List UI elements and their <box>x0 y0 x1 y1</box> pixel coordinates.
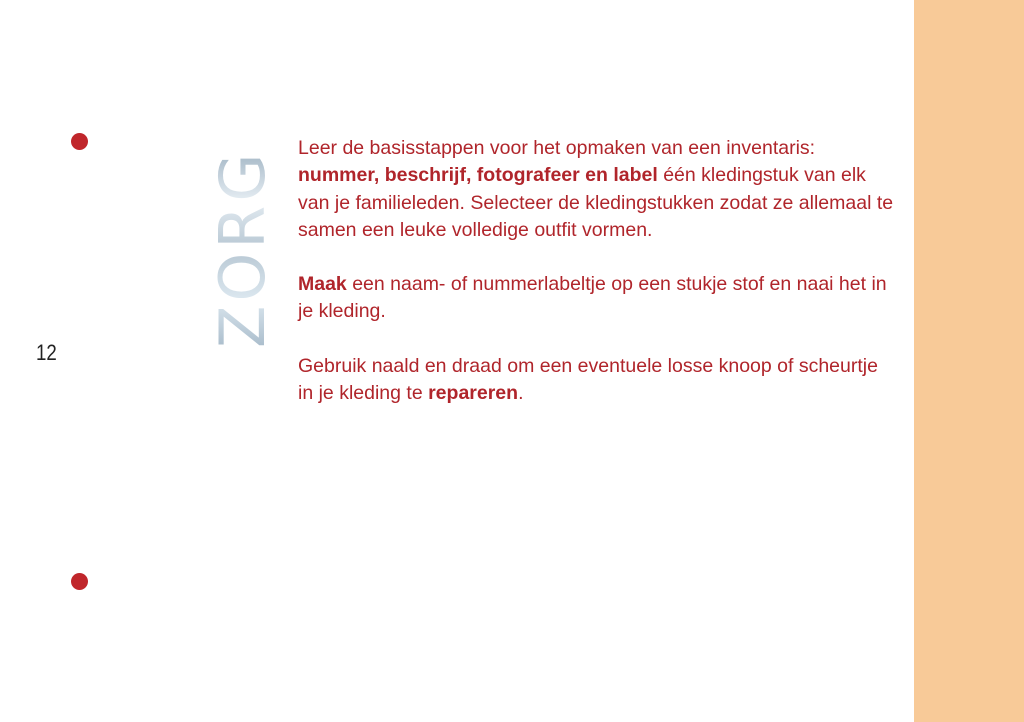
emphasis-text: repareren <box>428 382 519 405</box>
paragraph-label <box>298 271 898 326</box>
side-color-band <box>914 0 1024 722</box>
section-title-vertical: ZORG <box>206 149 279 348</box>
paragraph-text: . <box>518 382 524 405</box>
binder-hole-bottom <box>71 573 88 590</box>
emphasis-text: Maak <box>298 273 347 296</box>
page-number: 12 <box>36 340 57 365</box>
binder-hole-top <box>71 133 88 150</box>
paragraph-text: Gebruik naald en draad om een eventuele losse knoop of scheurtje in je kleding te <box>298 354 878 405</box>
paragraph-inventory <box>298 135 898 244</box>
paragraph-repair <box>298 353 898 408</box>
body-text <box>298 135 898 434</box>
emphasis-text: nummer, beschrijf, fotografeer en label <box>298 164 658 187</box>
paragraph-text: Leer de basisstappen voor het opmaken van een inventaris: <box>298 137 816 159</box>
paragraph-text: één kledingstuk van elk van je familieleden. Selecteer de kledingstukken zodat ze allemaal te samen een leuke volledige outfit vormen. <box>298 164 894 241</box>
paragraph-text: een naam- of nummerlabeltje op een stukje stof en naai het in je kleding. <box>298 273 887 323</box>
